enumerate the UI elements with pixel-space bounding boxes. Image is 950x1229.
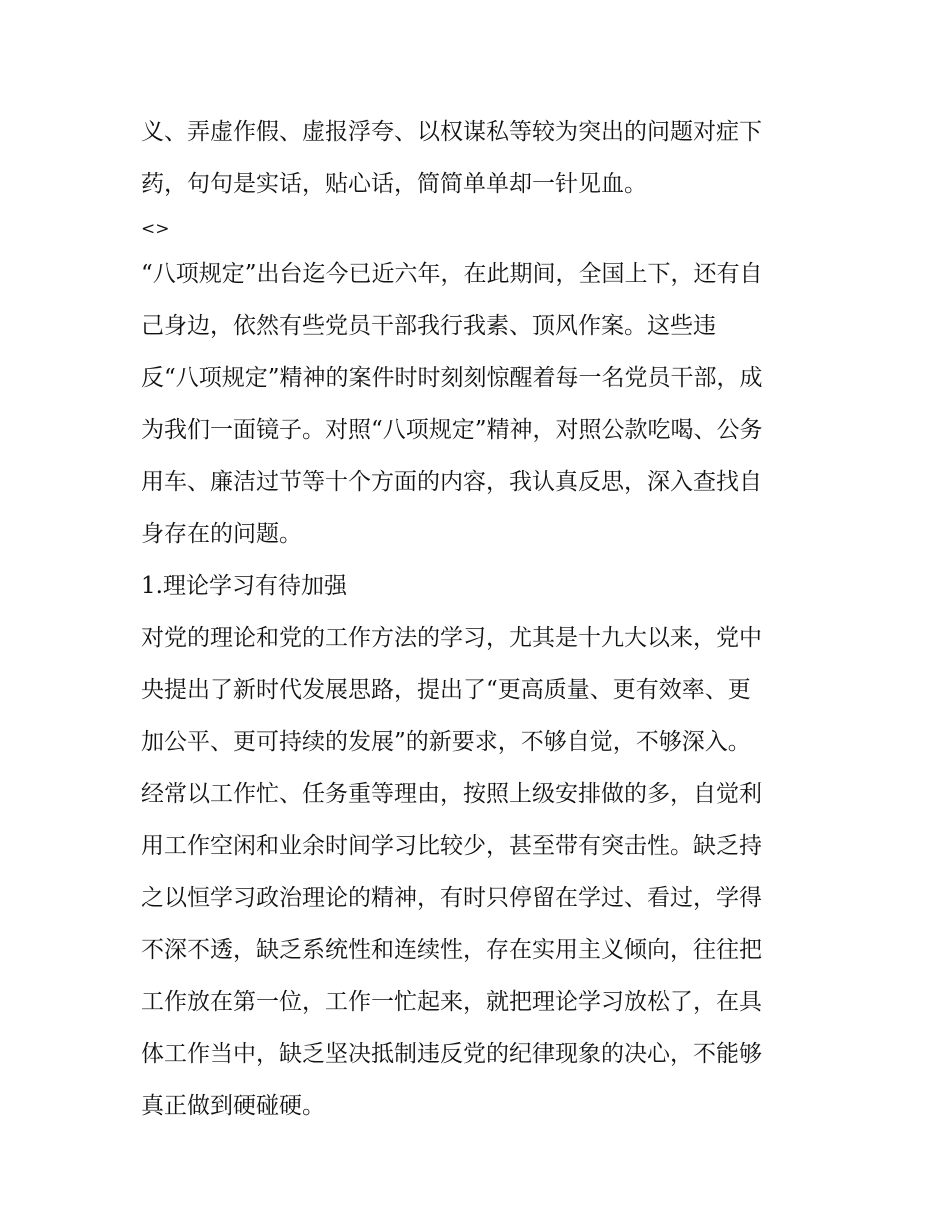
text-line: 工作放在第一位，工作一忙起来，就把理论学习放松了，在具 <box>141 989 762 1015</box>
text-line: 之以恒学习政治理论的精神，有时只停留在学过、看过，学得 <box>141 885 762 911</box>
text-line: 用工作空闲和业余时间学习比较少，甚至带有突击性。缺乏持 <box>141 833 762 859</box>
text-line: “八项规定”出台迄今已近六年，在此期间，全国上下，还有自 <box>141 261 763 287</box>
text-line: 经常以工作忙、任务重等理由，按照上级安排做的多，自觉利 <box>141 781 762 807</box>
text-line: 反“八项规定”精神的案件时时刻刻惊醒着每一名党员干部，成 <box>141 365 763 391</box>
text-line: 真正做到硬碰硬。 <box>141 1093 325 1119</box>
text-line: 己身边，依然有些党员干部我行我素、顶风作案。这些违 <box>141 313 716 339</box>
text-line: 体工作当中，缺乏坚决抵制违反党的纪律现象的决心，不能够 <box>141 1041 762 1067</box>
text-line: 为我们一面镜子。对照“八项规定”精神，对照公款吃喝、公务 <box>141 417 763 443</box>
text-line: 义、弄虚作假、虚报浮夸、以权谋私等较为突出的问题对症下 <box>141 119 762 145</box>
text-line: 用车、廉洁过节等十个方面的内容，我认真反思，深入查找自 <box>141 469 762 495</box>
document-body <box>141 106 821 1132</box>
text-line: 央提出了新时代发展思路，提出了“更高质量、更有效率、更 <box>141 677 751 703</box>
text-line: 对党的理论和党的工作方法的学习，尤其是十九大以来，党中 <box>141 625 762 651</box>
text-line: 加公平、更可持续的发展”的新要求，不够自觉，不够深入。 <box>141 729 751 755</box>
text-line: 药，句句是实话，贴心话，简简单单却一针见血。 <box>141 171 647 197</box>
text-line: <> <box>141 219 170 239</box>
text-line: 身存在的问题。 <box>141 521 302 547</box>
section-heading: 1.理论学习有待加强 <box>141 573 347 599</box>
text-line: 不深不透，缺乏系统性和连续性，存在实用主义倾向，往往把 <box>141 937 762 963</box>
